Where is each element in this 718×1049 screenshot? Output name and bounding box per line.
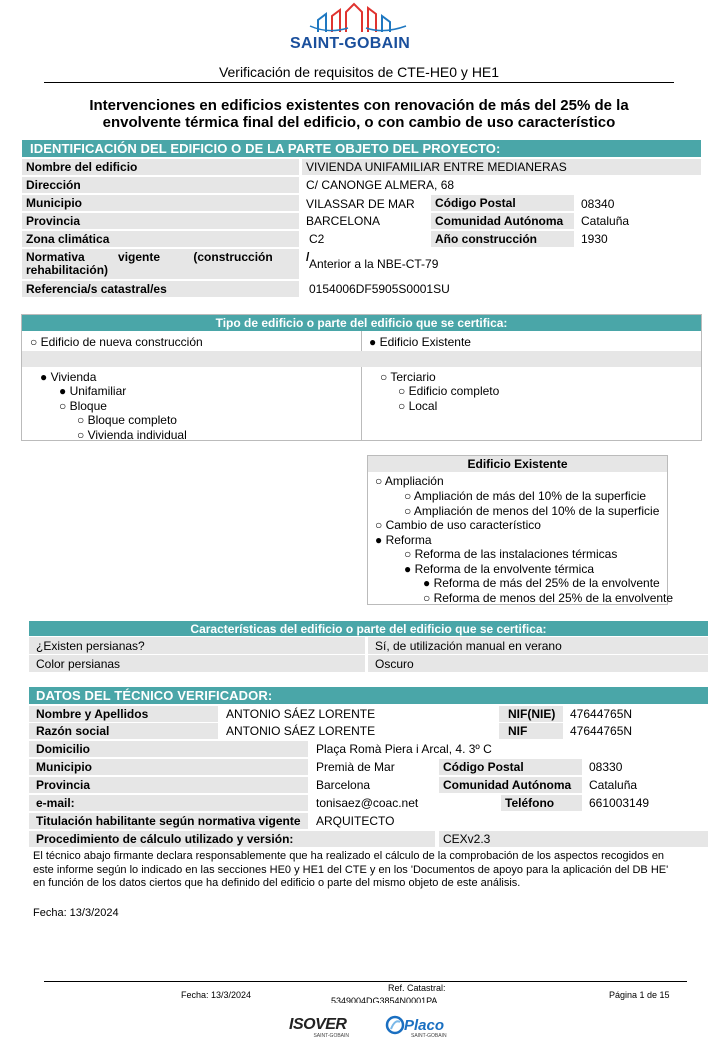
tipo-vivienda: ● Vivienda [40, 370, 97, 384]
tec-razon-label: Razón social [29, 723, 218, 739]
nombre-label: Nombre del edificio [22, 159, 299, 175]
existente-ref-mas: ● Reforma de más del 25% de la envolvente [423, 576, 660, 590]
footer-fecha: Fecha: 13/3/2024 [181, 990, 252, 1000]
doc-title: Verificación de requisitos de CTE-HE0 y HE1 [218, 64, 500, 80]
normativa-label-line-1: Normativa vigente (construcción / [26, 250, 310, 264]
zona-value: C2 [309, 232, 325, 246]
tipo-separator [22, 351, 701, 367]
fecha: Fecha: 13/3/2024 [33, 907, 119, 919]
tec-titulacion-value: ARQUITECTO [316, 814, 395, 828]
tec-razon-value: ANTONIO SÁEZ LORENTE [226, 724, 376, 738]
declaracion-line-1: El técnico abajo firmante declara responsablemente que ha realizado el cálculo de la comprobación de los aspectos recogidos en [33, 850, 665, 862]
tec-nif-nie-label: NIF(NIE) [499, 706, 563, 722]
declaracion-line-2: este informe según lo indicado en las secciones HE0 y HE1 del CTE y en los 'Documentos de apoyo para la aplicación del DB HE' [33, 863, 669, 876]
tec-titulacion-label: Titulación habilitante según normativa vigente [29, 813, 308, 829]
anio-label: Año construcción [431, 231, 574, 247]
municipio-label: Municipio [22, 195, 299, 211]
tec-ca-label: Comunidad Autónoma [439, 777, 582, 793]
tipo-bloque-completo: ○ Bloque completo [77, 413, 177, 427]
ident-header: IDENTIFICACIÓN DEL EDIFICIO O DE LA PARTE OBJETO DEL PROYECTO: [22, 140, 701, 157]
tec-provincia-label: Provincia [29, 777, 308, 793]
title-rule [44, 82, 674, 83]
existente-ref-env: ● Reforma de la envolvente térmica [404, 562, 595, 576]
tec-provincia-value: Barcelona [316, 778, 371, 792]
tipo-nueva: ○ Edificio de nueva construcción [30, 335, 203, 349]
footer-pagina: Página 1 de 15 [609, 990, 670, 1000]
tec-nif-value: 47644765N [570, 724, 633, 738]
declaracion-line-3: en función de los datos ciertos que ha definido del edificio o parte del mismo objeto de este análisis. [33, 877, 521, 889]
tipo-edificio-completo: ○ Edificio completo [398, 384, 500, 398]
persianas-label: ¿Existen persianas? [29, 637, 365, 654]
footer-ref-label: Ref. Catastral: [388, 983, 446, 993]
zona-label: Zona climática [22, 231, 299, 247]
tec-domicilio-value: Plaça Romà Piera i Arcal, 4. 3º C [316, 742, 492, 756]
declaracion-text [33, 850, 713, 891]
tec-nombre-value: ANTONIO SÁEZ LORENTE [226, 707, 376, 721]
tipo-header: Tipo de edificio o parte del edificio que se certifica: [22, 315, 701, 331]
tipo-divider [361, 331, 362, 441]
ca-value: Cataluña [581, 214, 630, 228]
existente-ref-menos: ○ Reforma de menos del 25% de la envolvente [423, 591, 674, 605]
cp-value: 08340 [581, 197, 615, 211]
tipo-local: ○ Local [398, 399, 438, 413]
brand-name: SAINT-GOBAIN [290, 35, 411, 52]
ca-label: Comunidad Autónoma [431, 213, 574, 229]
isover-name: ISOVER [289, 1016, 347, 1033]
skyline-icon [288, 2, 428, 36]
cp-label: Código Postal [431, 195, 574, 211]
normativa-label [22, 249, 310, 279]
direccion-value: C/ CANONGE ALMERA, 68 [306, 178, 455, 192]
placo-sub: SAINT-GOBAIN [411, 1033, 447, 1039]
tec-municipio-label: Municipio [29, 759, 308, 775]
tecnico-header: DATOS DEL TÉCNICO VERIFICADOR: [29, 687, 708, 704]
color-value: Oscuro [368, 655, 708, 672]
existente-cambio-uso: ○ Cambio de uso característico [375, 518, 541, 532]
nombre-value: VIVIENDA UNIFAMILIAR ENTRE MEDIANERAS [302, 159, 701, 175]
main-title-2: envolvente térmica final del edificio, o con cambio de uso característico [102, 114, 616, 131]
caract-header: Características del edificio o parte del edificio que se certifica: [29, 621, 708, 636]
normativa-value: Anterior a la NBE-CT-79 [309, 257, 439, 271]
tipo-unifamiliar: ● Unifamiliar [59, 384, 127, 398]
persianas-value: Sí, de utilización manual en verano [368, 637, 708, 654]
tec-proc-label: Procedimiento de cálculo utilizado y versión: [29, 831, 435, 847]
tec-tel-label: Teléfono [501, 795, 582, 811]
isover-logo [289, 1017, 353, 1041]
tec-domicilio-label: Domicilio [29, 741, 308, 757]
existente-header: Edificio Existente [368, 456, 667, 472]
ref-value: 0154006DF5905S0001SU [309, 282, 450, 296]
provincia-value: BARCELONA [306, 214, 381, 228]
tec-nombre-label: Nombre y Apellidos [29, 706, 218, 722]
tec-email-label: e-mail: [29, 795, 308, 811]
tec-nif-label: NIF [499, 723, 563, 739]
tipo-terciario: ○ Terciario [380, 370, 436, 384]
main-title-1: Intervenciones en edificios existentes con renovación de más del 25% de la [89, 97, 629, 114]
placo-name: Placo [404, 1017, 445, 1034]
footer-ref-value: 5349004DG3854N0001PA [331, 996, 438, 1003]
ref-label: Referencia/s catastral/es [22, 281, 299, 297]
color-label: Color persianas [29, 655, 365, 672]
tec-ca-value: Cataluña [589, 778, 638, 792]
tipo-vivienda-individual: ○ Vivienda individual [77, 428, 187, 442]
normativa-label-line-2: rehabilitación) [26, 263, 109, 277]
isover-sub: SAINT-GOBAIN [313, 1033, 349, 1039]
tec-email-value: tonisaez@coac.net [316, 796, 419, 810]
tec-municipio-value: Premià de Mar [316, 760, 395, 774]
placo-logo [385, 1015, 455, 1041]
tipo-bloque: ○ Bloque [59, 399, 107, 413]
existente-ref-inst: ○ Reforma de las instalaciones térmicas [404, 547, 618, 561]
direccion-label: Dirección [22, 177, 299, 193]
existente-ampl-mas: ○ Ampliación de más del 10% de la superficie [404, 489, 647, 503]
tec-cp-label: Código Postal [439, 759, 582, 775]
municipio-value: VILASSAR DE MAR [306, 197, 415, 211]
tec-tel-value: 661003149 [589, 796, 650, 810]
tipo-existente: ● Edificio Existente [369, 335, 471, 349]
provincia-label: Provincia [22, 213, 299, 229]
existente-ampl-menos: ○ Ampliación de menos del 10% de la superficie [404, 504, 660, 518]
footer-rule [44, 981, 687, 982]
tec-nif-nie-value: 47644765N [570, 707, 633, 721]
anio-value: 1930 [581, 232, 608, 246]
placo-swirl-icon [385, 1015, 405, 1035]
existente-ampliacion: ○ Ampliación [375, 474, 444, 488]
existente-reforma: ● Reforma [375, 533, 432, 547]
tec-cp-value: 08330 [589, 760, 623, 774]
saint-gobain-logo [288, 2, 428, 54]
tec-proc-value: CEXv2.3 [439, 831, 708, 847]
